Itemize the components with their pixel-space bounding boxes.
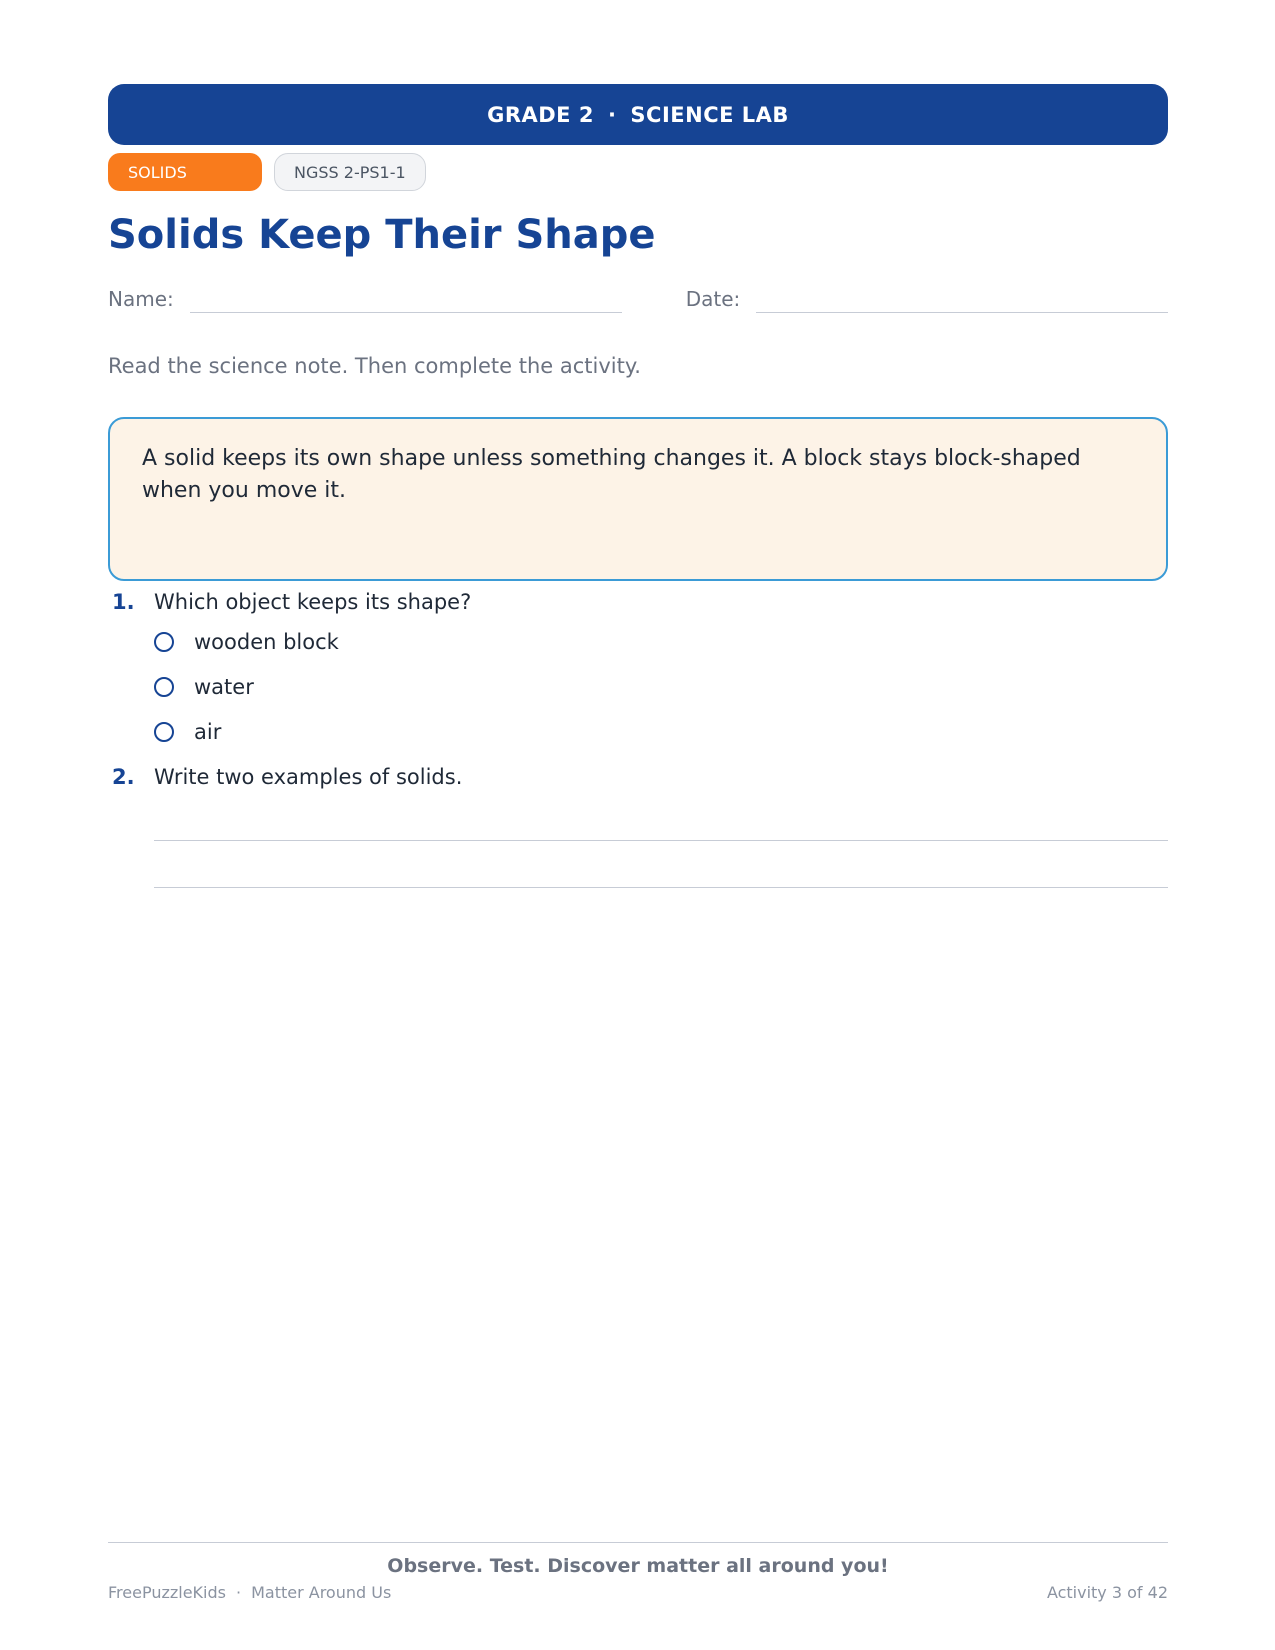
question-1 <box>108 585 1168 619</box>
tag-row <box>108 153 1168 191</box>
answer-lines <box>154 794 1168 888</box>
header-banner <box>108 84 1168 145</box>
student-fields <box>108 279 1168 313</box>
option-label: wooden block <box>194 630 339 654</box>
page-title: Solids Keep Their Shape <box>108 212 656 258</box>
footer-row <box>108 1581 1168 1605</box>
question-number: 2. <box>112 765 135 789</box>
answer-options <box>154 625 1168 749</box>
grade-label: GRADE 2 <box>487 102 594 127</box>
option-wooden-block[interactable] <box>154 625 1168 659</box>
question-number: 1. <box>112 590 135 614</box>
radio-button[interactable] <box>154 677 174 697</box>
footer-separator: · <box>235 1583 242 1602</box>
option-label: water <box>194 675 254 699</box>
name-label: Name: <box>108 287 174 311</box>
unit-name: Matter Around Us <box>251 1583 392 1602</box>
footer-left <box>108 1581 391 1605</box>
question-text: Write two examples of solids. <box>154 765 463 789</box>
footer-tagline: Observe. Test. Discover matter all around you! <box>387 1555 889 1577</box>
question-text: Which object keeps its shape? <box>154 590 472 614</box>
date-label: Date: <box>685 287 741 311</box>
radio-button[interactable] <box>154 722 174 742</box>
date-field[interactable] <box>756 284 1168 313</box>
answer-line-1[interactable] <box>154 794 1168 841</box>
option-air[interactable] <box>154 715 1168 749</box>
brand-name: FreePuzzleKids <box>108 1583 226 1602</box>
option-label: air <box>194 720 222 744</box>
name-field[interactable] <box>190 284 622 313</box>
question-2 <box>108 760 1168 794</box>
footer <box>108 1542 1168 1605</box>
instructions: Read the science note. Then complete the activity. <box>108 354 641 378</box>
radio-button[interactable] <box>154 632 174 652</box>
topic-tag: SOLIDS <box>108 153 262 191</box>
subject-label: SCIENCE LAB <box>630 102 789 127</box>
science-note-text: A solid keeps its own shape unless something changes it. A block stays block-shaped when you move it. <box>142 446 1081 503</box>
science-note <box>108 417 1168 581</box>
banner-separator: · <box>607 102 617 127</box>
answer-line-2[interactable] <box>154 841 1168 888</box>
standard-tag: NGSS 2-PS1-1 <box>274 153 426 191</box>
page-info: Activity 3 of 42 <box>1046 1583 1168 1602</box>
worksheet <box>108 84 1168 888</box>
option-water[interactable] <box>154 670 1168 704</box>
